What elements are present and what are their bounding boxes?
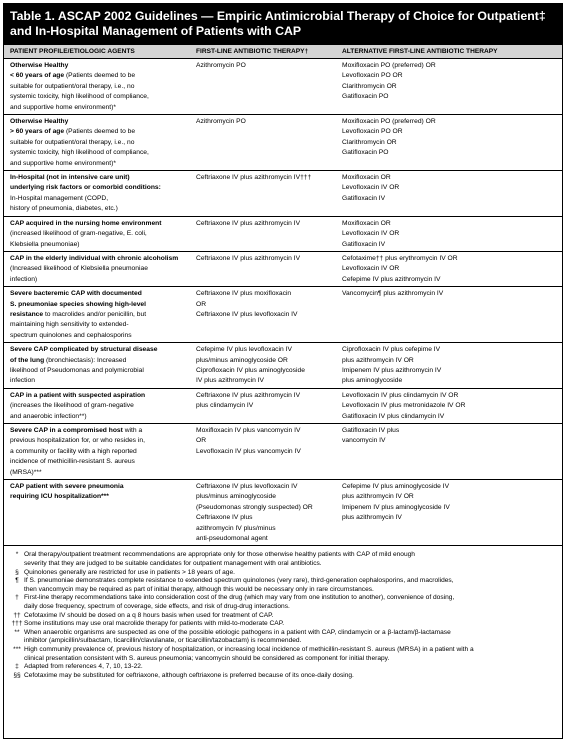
alternative-text: Levofloxacin IV plus clindamycin IV OR [342, 391, 459, 399]
patient-profile-cell [4, 254, 190, 285]
first-line-text: azithromycin IV plus/minus [196, 524, 276, 532]
footnote-text [24, 577, 556, 594]
profile-text: suitable for outpatient/oral therapy, i.e., no [10, 138, 135, 146]
alternative-text: Imipenem IV plus aminoglycoside IV [342, 503, 450, 511]
table-header [4, 45, 562, 59]
alternative-therapy-cell [336, 173, 562, 215]
first-line-text: plus clindamycin IV [196, 402, 254, 410]
first-line-therapy-cell [190, 117, 336, 169]
profile-text: resistance [10, 310, 44, 318]
profile-line [10, 300, 186, 310]
profile-text: Severe CAP complicated by structural disease [10, 346, 158, 354]
footnote [10, 663, 556, 672]
first-line-text: plus/minus aminoglycoside [196, 493, 276, 501]
footnote-symbol: * [15, 551, 19, 559]
alternative-text: Moxifloxacin PO (preferred) OR [342, 118, 436, 126]
footnote [10, 594, 556, 611]
profile-text: previous hospitalization for, or who resides in, [10, 437, 145, 445]
alternative-text: Moxifloxacin OR [342, 219, 391, 227]
profile-text: incidence of methicillin-resistant S. aureus [10, 458, 135, 466]
profile-text: > 60 years of age [10, 128, 65, 136]
profile-line [10, 447, 186, 457]
profile-line [10, 103, 186, 113]
profile-line [10, 148, 186, 158]
profile-line [10, 289, 186, 299]
profile-line [10, 366, 186, 376]
table-row [4, 59, 562, 115]
first-line-text: Ceftriaxone IV plus azithromycin IV††† [196, 174, 312, 182]
alternative-text: Levofloxacin PO OR [342, 72, 403, 80]
table-row [4, 424, 562, 480]
footnote-line: Cefotaxime IV should be dosed on a q 8 hours basis when used for treatment of CAP. [24, 611, 274, 619]
table-row [4, 480, 562, 546]
alternative-therapy-cell [336, 391, 562, 422]
first-line-text: Ceftriaxone IV plus azithromycin IV [196, 391, 301, 399]
footnote-text [24, 594, 556, 611]
alternative-text: Clarithromycin OR [342, 138, 397, 146]
profile-line [10, 310, 186, 320]
profile-text: a community or facility with a high reported [10, 447, 137, 455]
profile-text: history of pneumonia, diabetes, etc.) [10, 205, 118, 213]
footnote [10, 612, 556, 621]
footnote [10, 577, 556, 594]
first-line-text: Ceftriaxone IV plus azithromycin IV [196, 219, 301, 227]
alternative-therapy-cell [336, 426, 562, 478]
first-line-therapy-cell [190, 289, 336, 341]
table-row [4, 252, 562, 287]
first-line-text: Azithromycin PO [196, 118, 246, 126]
profile-text: infection) [10, 275, 38, 283]
profile-line [10, 457, 186, 467]
footnote-symbol: † [15, 594, 19, 602]
profile-text: infection [10, 377, 35, 385]
first-line-text: Ceftriaxone IV plus levofloxacin IV [196, 310, 298, 318]
profile-text: Severe bacteremic CAP with documented [10, 290, 142, 298]
first-line-text: Moxifloxacin IV plus vancomycin IV [196, 427, 301, 434]
footnote-text [24, 569, 556, 578]
profile-line [10, 468, 186, 478]
profile-text: spectrum quinolones and cephalosporins [10, 331, 132, 339]
alternative-text: plus azithromycin IV OR [342, 356, 414, 364]
alternative-text: Gatifloxacin IV plus clindamycin IV [342, 412, 445, 420]
first-line-therapy-cell [190, 254, 336, 285]
alternative-text: Levofloxacin IV OR [342, 184, 400, 192]
footnote-symbol: ‡ [15, 663, 19, 671]
profile-line [10, 331, 186, 341]
first-line-text: (Pseudomonas strongly suspected) OR [196, 503, 313, 511]
footnote-text [24, 620, 556, 629]
profile-line [10, 229, 186, 239]
alternative-text: Gatifloxacin PO [342, 149, 389, 157]
footnote-line: then vancomycin may be required as part of initial therapy, although this would be necessary only in rare circumstances. [24, 585, 374, 593]
profile-line [10, 391, 186, 401]
profile-line [10, 264, 186, 274]
footnote [10, 629, 556, 646]
profile-line [10, 61, 186, 71]
profile-text: (bronchiectasis): Increased [44, 356, 127, 364]
alternative-text: plus azithromycin IV OR [342, 493, 414, 501]
footnote-line: severity that they are judged to be suitable candidates for outpatient management with oral antibiotics. [24, 560, 322, 568]
profile-text: systemic toxicity, high likelihood of compliance, [10, 149, 149, 157]
footnote [10, 672, 556, 681]
alternative-text: Gatifloxacin IV [342, 194, 386, 202]
footnote [10, 620, 556, 629]
first-line-text: Ciprofloxacin IV plus aminoglycoside [196, 366, 305, 374]
first-line-text: Ceftriaxone IV plus azithromycin IV [196, 254, 301, 262]
alternative-therapy-cell [336, 117, 562, 169]
footnote-line: When anaerobic organisms are suspected as one of the possible etiologic pathogens in a patient with CAP, clindamycin or a β-lactam/β-lactamase [24, 628, 451, 636]
profile-text: of the lung [10, 356, 45, 364]
first-line-therapy-cell [190, 482, 336, 544]
patient-profile-cell [4, 289, 190, 341]
first-line-text: Azithromycin PO [196, 62, 246, 69]
profile-line [10, 254, 186, 264]
profile-text: (increased likelihood of gram-negative, E. coli, [10, 230, 147, 238]
patient-profile-cell [4, 173, 190, 215]
footnote-text [24, 551, 556, 568]
alternative-text: Vancomycin¶ plus azithromycin IV [342, 290, 444, 298]
first-line-text: OR [196, 300, 207, 308]
profile-line [10, 173, 186, 183]
profile-line [10, 320, 186, 330]
profile-line [10, 92, 186, 102]
profile-text: with a [122, 427, 143, 434]
footnote-symbol: ** [14, 628, 20, 636]
first-line-text: Ceftriaxone IV plus levofloxacin IV [196, 483, 298, 491]
table-row [4, 217, 562, 252]
profile-line [10, 492, 186, 502]
patient-profile-cell [4, 117, 190, 169]
patient-profile-cell [4, 219, 190, 250]
patient-profile-cell [4, 426, 190, 478]
alternative-therapy-cell [336, 345, 562, 387]
first-line-therapy-cell [190, 219, 336, 250]
header-alternative: ALTERNATIVE FIRST-LINE ANTIBIOTIC THERAPY [342, 48, 498, 55]
alternative-text: Levofloxacin IV OR [342, 230, 400, 238]
profile-text: CAP acquired in the nursing home environment [10, 219, 162, 227]
alternative-text: Gatifloxacin PO [342, 93, 389, 101]
title-line-2: and In-Hospital Management of Patients with CAP [10, 24, 302, 38]
table-row [4, 287, 562, 343]
first-line-text: Cefepime IV plus levofloxacin IV [196, 346, 292, 354]
table-title [4, 4, 562, 45]
profile-line [10, 117, 186, 127]
profile-text: CAP patient with severe pneumonia [10, 483, 124, 491]
profile-text: CAP in the elderly individual with chronic alcoholism [10, 254, 179, 262]
footnote-line: Some institutions may use oral macrolide therapy for patients with mild-to-moderate CAP. [24, 620, 285, 628]
alternative-text: Moxifloxacin OR [342, 174, 391, 182]
profile-line [10, 401, 186, 411]
footnote-symbol: § [15, 568, 19, 576]
profile-line [10, 138, 186, 148]
table-body [4, 59, 562, 546]
footnote-text [24, 629, 556, 646]
profile-text: Severe CAP in a compromised host [10, 427, 123, 434]
patient-profile-cell [4, 61, 190, 113]
footnote-line: If S. pneumoniae demonstrates complete resistance to extended spectrum quinolones (very rare), third-generation cephalosporins, and macrolides, [24, 577, 454, 585]
first-line-text: Levofloxacin IV plus vancomycin IV [196, 447, 301, 455]
profile-line [10, 159, 186, 169]
footnote-line: Adapted from references 4, 7, 10, 13-22. [24, 663, 143, 671]
alternative-text: Clarithromycin OR [342, 82, 397, 90]
guidelines-table [3, 3, 563, 739]
profile-line [10, 426, 186, 436]
profile-text: S. pneumoniae species showing high-level [10, 300, 147, 308]
footnote [10, 646, 556, 663]
footnote [10, 569, 556, 578]
alternative-text: Levofloxacin IV plus metronidazole IV OR [342, 402, 466, 410]
footnote-text [24, 612, 556, 621]
footnote-line: Quinolones generally are restricted for use in patients > 18 years of age. [24, 568, 235, 576]
header-first-line: FIRST-LINE ANTIBIOTIC THERAPY† [196, 48, 309, 55]
table-row [4, 343, 562, 389]
alternative-text: Ciprofloxacin IV plus cefepime IV [342, 346, 441, 354]
profile-line [10, 183, 186, 193]
footnote-text [24, 646, 556, 663]
first-line-text: Ceftriaxone IV plus moxifloxacin [196, 290, 292, 298]
footnote-line: High community prevalence of, previous history of hospitalization, or increasing local incidence of methicillin-resistant S. aureus (MRSA) in a patient with a [24, 646, 474, 653]
first-line-therapy-cell [190, 426, 336, 478]
profile-text: < 60 years of age [10, 72, 65, 80]
profile-line [10, 240, 186, 250]
profile-text: and supportive home environment)* [10, 103, 116, 111]
profile-text: Klebsiella pneumoniae) [10, 240, 80, 248]
alternative-text: Moxifloxacin PO (preferred) OR [342, 62, 436, 69]
alternative-therapy-cell [336, 61, 562, 113]
profile-line [10, 275, 186, 285]
profile-line [10, 204, 186, 214]
title-line-1: Table 1. ASCAP 2002 Guidelines — Empiric Antimicrobial Therapy of Choice for Outpatient‡ [10, 9, 546, 23]
footnote-text [24, 672, 556, 681]
alternative-therapy-cell [336, 254, 562, 285]
profile-line [10, 194, 186, 204]
profile-line [10, 376, 186, 386]
profile-text: maintaining high sensitivity to extended- [10, 321, 129, 329]
alternative-text: Imipenem IV plus azithromycin IV [342, 366, 442, 374]
alternative-text: vancomycin IV [342, 437, 386, 445]
profile-text: (increases the likelihood of gram-negative [10, 402, 134, 410]
table-row [4, 171, 562, 217]
footnote-symbol: †† [13, 611, 21, 619]
patient-profile-cell [4, 482, 190, 544]
profile-text: Otherwise Healthy [10, 118, 69, 126]
first-line-text: OR [196, 437, 207, 445]
alternative-text: plus azithromycin IV [342, 514, 402, 522]
alternative-text: Gatifloxacin IV plus [342, 427, 400, 434]
profile-text: likelihood of Pseudomonas and polymicrobial [10, 366, 144, 374]
alternative-text: Cefotaxime†† plus erythromycin IV OR [342, 254, 458, 262]
footnote-symbol: ††† [11, 620, 23, 628]
profile-line [10, 482, 186, 492]
profile-text: (MRSA)*** [10, 468, 42, 476]
profile-line [10, 127, 186, 137]
alternative-text: Cefepime IV plus azithromycin IV [342, 275, 441, 283]
footnote-symbol: §§ [13, 671, 21, 679]
first-line-therapy-cell [190, 173, 336, 215]
first-line-text: IV plus azithromycin IV [196, 377, 265, 385]
footnote-symbol: ¶ [15, 577, 19, 585]
footnote-text [24, 663, 556, 672]
profile-text: (Increased likelihood of Klebsiella pneumoniae [10, 265, 148, 273]
first-line-therapy-cell [190, 345, 336, 387]
alternative-therapy-cell [336, 289, 562, 341]
footnotes [4, 546, 562, 680]
profile-text: In-Hospital (not in intensive care unit) [10, 174, 130, 182]
first-line-text: Ceftriaxone IV plus [196, 514, 253, 522]
footnote-line: clinical presentation consistent with S. aureus pneumonia; vancomycin should be considered as component for initial therapy. [24, 654, 390, 662]
profile-line [10, 71, 186, 81]
footnote-line: Oral therapy/outpatient treatment recommendations are appropriate only for those otherwise healthy patients with CAP of mild enough [24, 551, 415, 559]
profile-text: underlying risk factors or comorbid conditions: [10, 184, 161, 192]
profile-line [10, 219, 186, 229]
profile-line [10, 436, 186, 446]
alternative-text: Levofloxacin IV OR [342, 265, 400, 273]
profile-text: (Patients deemed to be [64, 72, 136, 80]
profile-text: suitable for outpatient/oral therapy, i.e., no [10, 82, 135, 90]
profile-text: Otherwise Healthy [10, 62, 69, 69]
patient-profile-cell [4, 391, 190, 422]
footnote-symbol: *** [13, 646, 21, 653]
first-line-therapy-cell [190, 391, 336, 422]
first-line-text: plus/minus aminoglycoside OR [196, 356, 288, 364]
profile-line [10, 345, 186, 355]
alternative-text: plus aminoglycoside [342, 377, 403, 385]
footnote [10, 551, 556, 568]
alternative-therapy-cell [336, 219, 562, 250]
alternative-text: Gatifloxacin IV [342, 240, 386, 248]
footnote-line: daily dose frequency, spectrum of coverage, side effects, and risk of drug-drug interactions. [24, 603, 290, 611]
footnote-line: inhibitor (ampicillin/sulbactam, ticarcillin/clavulanate, or ticarcillin/tazobactam) is recommended. [24, 637, 302, 645]
profile-text: (Patients deemed to be [64, 128, 136, 136]
footnote-line: Cefotaxime may be substituted for ceftriaxone, although ceftriaxone is preferred because of its once-daily dosing. [24, 671, 354, 679]
table-row [4, 389, 562, 424]
table-row [4, 115, 562, 171]
profile-text: and anaerobic infection**) [10, 412, 87, 420]
first-line-text: anti-pseudomonal agent [196, 535, 268, 543]
profile-text: to macrolides and/or penicillin, but [43, 310, 147, 318]
alternative-text: Cefepime IV plus aminoglycoside IV [342, 483, 450, 491]
profile-line [10, 412, 186, 422]
profile-text: CAP in a patient with suspected aspiration [10, 391, 146, 399]
header-patient-profile: PATIENT PROFILE/ETIOLOGIC AGENTS [10, 48, 135, 55]
profile-text: requiring ICU hospitalization*** [10, 493, 109, 501]
profile-text: In-Hospital management (COPD, [10, 194, 109, 202]
first-line-therapy-cell [190, 61, 336, 113]
alternative-text: Levofloxacin PO OR [342, 128, 403, 136]
footnote-line: First-line therapy recommendations take into consideration cost of the drug (which may vary from one institution to another), convenience of dosing, [24, 594, 455, 602]
profile-line [10, 356, 186, 366]
patient-profile-cell [4, 345, 190, 387]
profile-line [10, 82, 186, 92]
alternative-therapy-cell [336, 482, 562, 544]
profile-text: and supportive home environment)* [10, 159, 116, 167]
profile-text: systemic toxicity, high likelihood of compliance, [10, 93, 149, 101]
